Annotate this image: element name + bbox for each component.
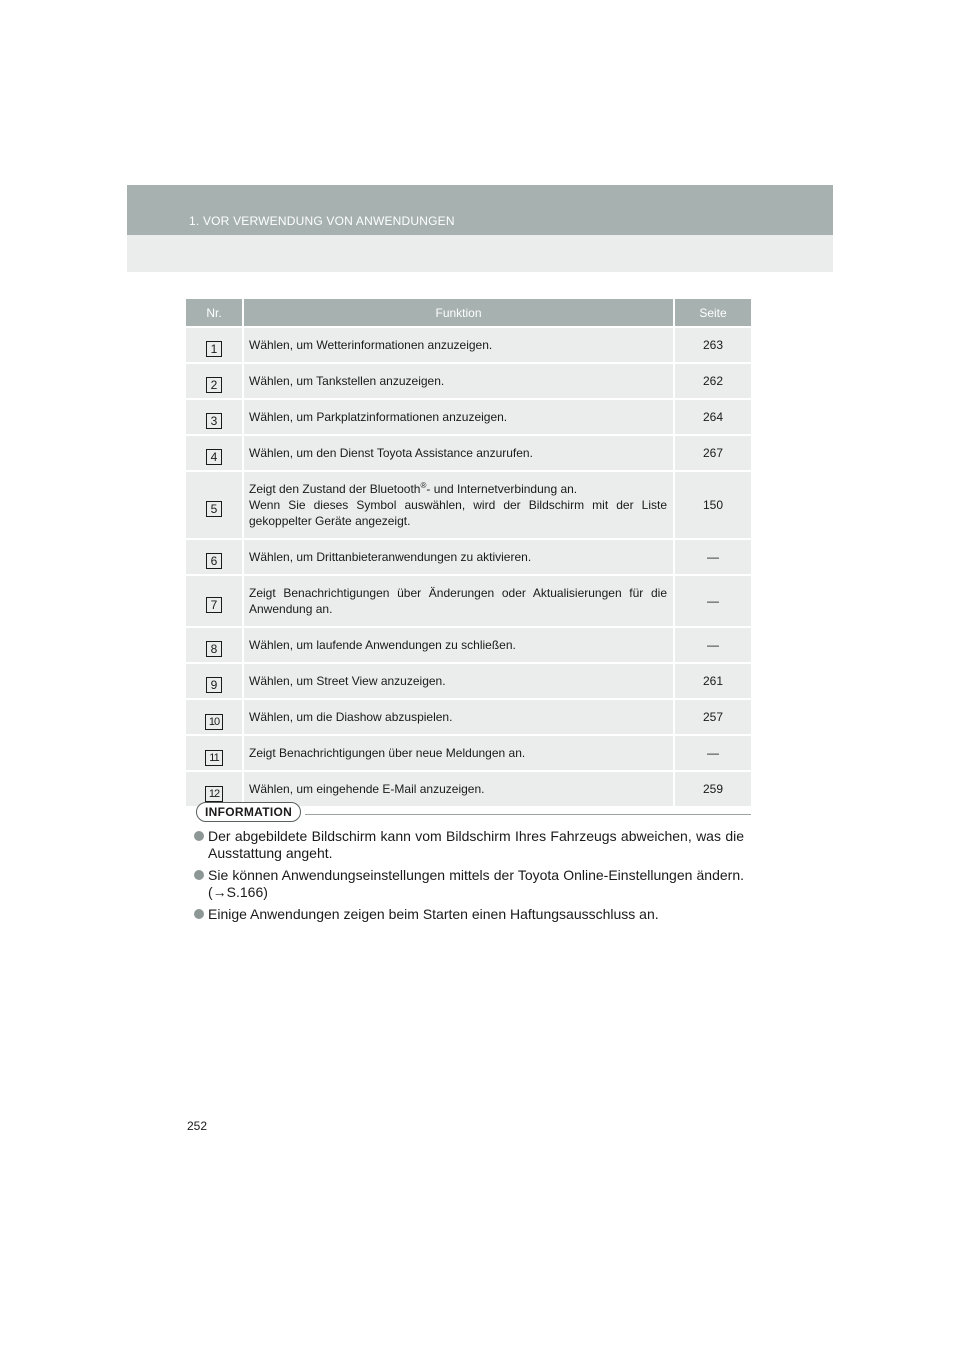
information-text: Einige Anwendungen zeigen beim Starten einen Haftungsausschluss an. <box>208 906 659 922</box>
list-item <box>194 828 744 862</box>
row-page-reference: 264 <box>674 399 751 435</box>
row-page-reference: — <box>674 735 751 771</box>
table-row <box>186 399 751 435</box>
row-description: Wählen, um Parkplatzinformationen anzuzeigen. <box>243 399 674 435</box>
column-header-function: Funktion <box>243 299 674 327</box>
table-row <box>186 471 751 539</box>
row-description <box>243 471 674 539</box>
row-page-reference: — <box>674 539 751 575</box>
row-number-badge: 9 <box>206 677 222 693</box>
row-description: Wählen, um den Dienst Toyota Assistance anzurufen. <box>243 435 674 471</box>
table-row <box>186 771 751 806</box>
bullet-icon <box>194 831 204 841</box>
row-description: Wählen, um Drittanbieteranwendungen zu aktivieren. <box>243 539 674 575</box>
row-description: Wählen, um laufende Anwendungen zu schließen. <box>243 627 674 663</box>
section-title: 1. VOR VERWENDUNG VON ANWENDUNGEN <box>189 214 455 228</box>
section-header-subband <box>127 235 833 272</box>
list-item <box>194 867 744 901</box>
table-row <box>186 735 751 771</box>
bullet-icon <box>194 870 204 880</box>
table-row <box>186 363 751 399</box>
row-number-badge: 8 <box>206 641 222 657</box>
row-number-badge: 12 <box>205 786 223 802</box>
row-description: Wählen, um eingehende E-Mail anzuzeigen. <box>243 771 674 806</box>
table-row <box>186 575 751 627</box>
row-number-badge: 2 <box>206 377 222 393</box>
information-divider <box>305 814 751 815</box>
page-number: 252 <box>187 1119 208 1133</box>
row-number-badge: 11 <box>205 750 223 766</box>
row-description: Wählen, um Tankstellen anzuzeigen. <box>243 363 674 399</box>
row-number-badge: 6 <box>206 553 222 569</box>
row-description: Wählen, um Wetterinformationen anzuzeigen. <box>243 327 674 363</box>
row-description: Wählen, um Street View anzuzeigen. <box>243 663 674 699</box>
column-header-number: Nr. <box>186 299 243 327</box>
row-description-part: - und Internetverbindung an. <box>426 482 578 496</box>
section-header-band <box>127 185 833 235</box>
column-header-page: Seite <box>674 299 751 327</box>
information-text: Sie können Anwendungseinstellungen mittels der Toyota Online-Einstellungen ändern. (→S.166) <box>208 867 744 900</box>
table-row <box>186 327 751 363</box>
row-description-line: Wenn Sie dieses Symbol auswählen, wird der Bildschirm mit der Liste gekoppelter Geräte angezeigt. <box>249 498 667 528</box>
information-list <box>194 828 744 928</box>
registered-mark: ® <box>420 481 427 490</box>
table-header-row <box>186 299 751 327</box>
table-row <box>186 435 751 471</box>
function-table <box>186 299 751 806</box>
list-item <box>194 906 744 923</box>
row-page-reference: — <box>674 575 751 627</box>
row-description-part: Zeigt den Zustand der Bluetooth <box>249 482 421 496</box>
table-row <box>186 539 751 575</box>
row-page-reference: — <box>674 627 751 663</box>
row-page-reference: 257 <box>674 699 751 735</box>
table-row <box>186 663 751 699</box>
row-number-badge: 1 <box>206 341 222 357</box>
row-description: Zeigt Benachrichtigungen über neue Meldungen an. <box>243 735 674 771</box>
row-number-badge: 5 <box>206 501 222 517</box>
row-page-reference: 263 <box>674 327 751 363</box>
row-number-badge: 3 <box>206 413 222 429</box>
row-page-reference: 259 <box>674 771 751 806</box>
bullet-icon <box>194 909 204 919</box>
information-text: Der abgebildete Bildschirm kann vom Bildschirm Ihres Fahrzeugs abweichen, was die Ausstattung angeht. <box>208 828 744 861</box>
row-page-reference: 261 <box>674 663 751 699</box>
row-page-reference: 267 <box>674 435 751 471</box>
information-label: INFORMATION <box>196 802 301 822</box>
row-number-badge: 7 <box>206 597 222 613</box>
row-description: Wählen, um die Diashow abzuspielen. <box>243 699 674 735</box>
table-row <box>186 699 751 735</box>
row-page-reference: 150 <box>674 471 751 539</box>
table-row <box>186 627 751 663</box>
row-page-reference: 262 <box>674 363 751 399</box>
row-description: Zeigt Benachrichtigungen über Änderungen oder Aktualisierungen für die Anwendung an. <box>243 575 674 627</box>
row-number-badge: 10 <box>205 714 223 730</box>
row-number-badge: 4 <box>206 449 222 465</box>
